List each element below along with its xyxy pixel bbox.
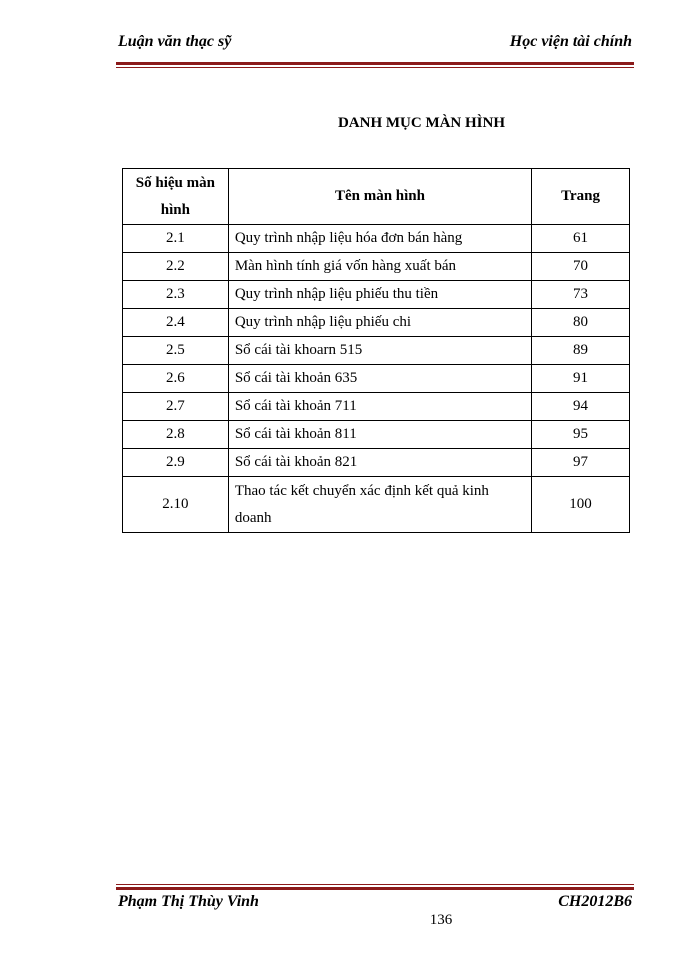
row-page: 70 [532, 253, 630, 281]
row-number: 2.3 [123, 281, 229, 309]
row-page: 97 [532, 449, 630, 477]
row-screen-name: Sổ cái tài khoản 821 [228, 449, 531, 477]
table-row [123, 477, 630, 533]
column-header-name: Tên màn hình [228, 169, 531, 225]
header-thesis-label: Luận văn thạc sỹ [118, 33, 232, 50]
row-screen-name: Quy trình nhập liệu phiếu thu tiền [228, 281, 531, 309]
header-institution-label: Học viện tài chính [509, 33, 632, 50]
row-screen-name: Màn hình tính giá vốn hàng xuất bán [228, 253, 531, 281]
table-row [123, 393, 630, 421]
footer-rule-thin [116, 884, 634, 885]
row-screen-name: Sổ cái tài khoản 811 [228, 421, 531, 449]
row-screen-name: Sổ cái tài khoản 711 [228, 393, 531, 421]
page-title: DANH MỤC MÀN HÌNH [337, 115, 506, 131]
footer-class-code: CH2012B6 [558, 893, 632, 910]
row-page: 91 [532, 365, 630, 393]
row-number: 2.10 [123, 477, 229, 533]
row-number: 2.7 [123, 393, 229, 421]
row-page: 100 [532, 477, 630, 533]
footer-rule-thick [116, 887, 634, 890]
column-header-number: Số hiệu màn hình [123, 169, 229, 225]
row-page: 61 [532, 225, 630, 253]
row-screen-name: Sổ cái tài khoản 635 [228, 365, 531, 393]
row-screen-name: Thao tác kết chuyển xác định kết quả kinh doanh [228, 477, 531, 533]
row-screen-name: Sổ cái tài khoarn 515 [228, 337, 531, 365]
row-screen-name: Quy trình nhập liệu hóa đơn bán hàng [228, 225, 531, 253]
column-header-page: Trang [532, 169, 630, 225]
row-number: 2.5 [123, 337, 229, 365]
table-row [123, 253, 630, 281]
table-row [123, 309, 630, 337]
table-row [123, 449, 630, 477]
table-row [123, 281, 630, 309]
row-number: 2.4 [123, 309, 229, 337]
header-rule-thin [116, 67, 634, 68]
table-row [123, 225, 630, 253]
row-page: 80 [532, 309, 630, 337]
row-page: 95 [532, 421, 630, 449]
row-number: 2.2 [123, 253, 229, 281]
row-page: 94 [532, 393, 630, 421]
row-number: 2.6 [123, 365, 229, 393]
row-number: 2.8 [123, 421, 229, 449]
row-number: 2.9 [123, 449, 229, 477]
row-screen-name: Quy trình nhập liệu phiếu chi [228, 309, 531, 337]
row-number: 2.1 [123, 225, 229, 253]
table-row [123, 337, 630, 365]
table-row [123, 365, 630, 393]
footer-author: Phạm Thị Thùy Vinh [118, 893, 259, 910]
row-page: 73 [532, 281, 630, 309]
page-number: 136 [429, 912, 453, 928]
table-header-row [123, 169, 630, 225]
header-rule-thick [116, 62, 634, 65]
table-row [123, 421, 630, 449]
screen-list-table [122, 168, 630, 533]
row-page: 89 [532, 337, 630, 365]
